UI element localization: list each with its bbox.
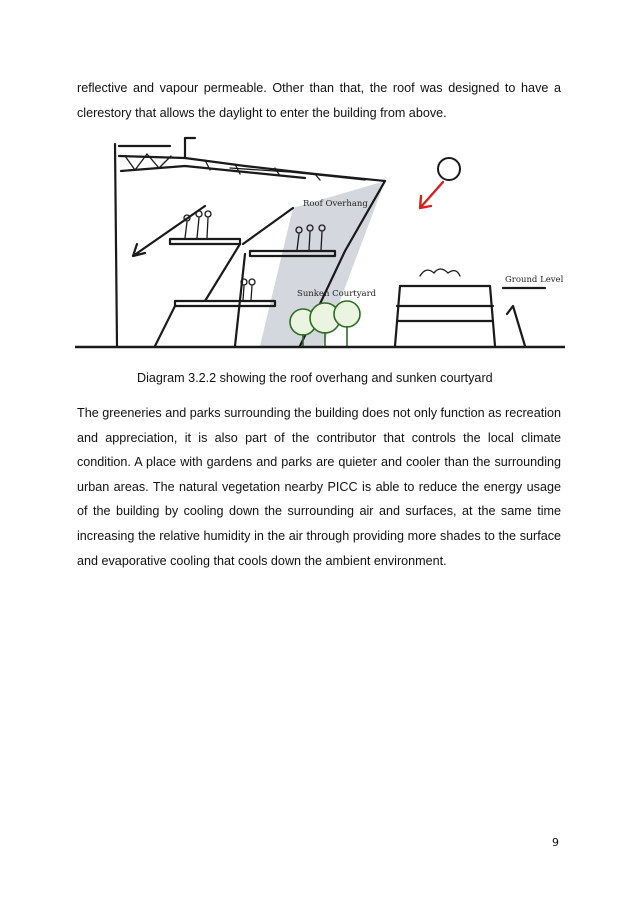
lower-floor (155, 279, 275, 346)
paragraph-greeneries: The greeneries and parks surrounding the building does not only function as recreation and appreciation, it is also part of the contributor that controls the local climate condition. A place with gardens and parks are quieter and cooler than the surrounding urban areas. The natural vegetation nearby PICC is able to reduce the energy usage of the building by cooling down the surrounding air and surfaces, at the same time increasing the relative humidity in the air through providing more shades to the surface and evaporative cooling that cools down the ambient environment. (77, 406, 561, 568)
sun-arrow-icon (420, 182, 443, 208)
figure-caption: Diagram 3.2.2 showing the roof overhang and sunken courtyard (137, 371, 493, 385)
label-roof-overhang: Roof Overhang (303, 199, 368, 209)
sun-icon (438, 158, 460, 180)
label-ground-level: Ground Level (505, 275, 564, 285)
upper-floor (170, 211, 240, 244)
label-sunken-courtyard: Sunken Courtyard (297, 289, 377, 299)
airflow-arrow (133, 206, 205, 256)
paragraph-roof-clerestory: reflective and vapour permeable. Other than that, the roof was designed to have a clerestory that allows the daylight to enter the building from above. (77, 81, 561, 120)
page-number: 9 (552, 836, 559, 849)
diagram-roof-overhang-sunken-courtyard (75, 136, 565, 354)
